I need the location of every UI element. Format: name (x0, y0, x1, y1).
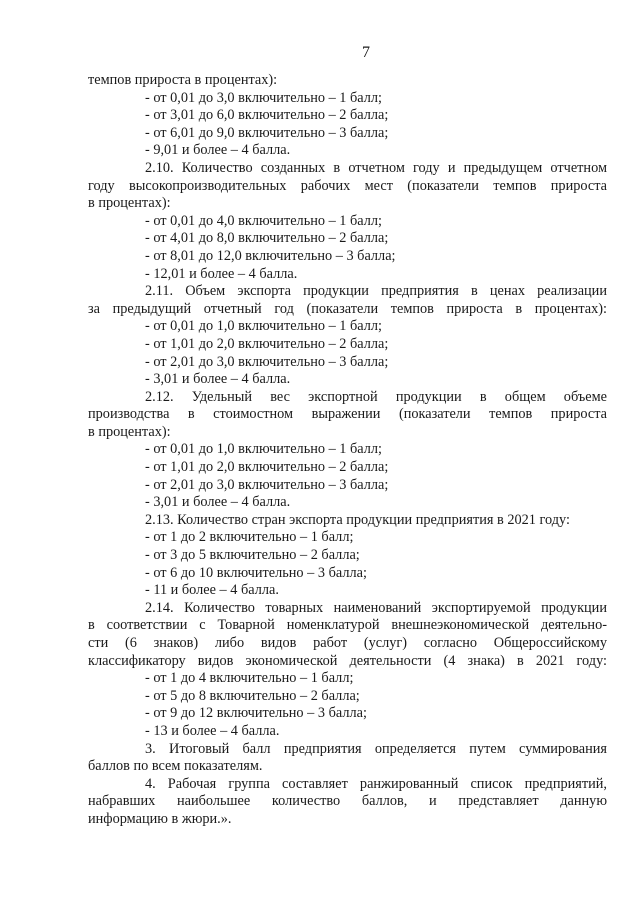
text-line: 2.13. Количество стран экспорта продукции предприятия в 2021 году: (145, 511, 570, 528)
text-line: - от 5 до 8 включительно – 2 балла; (145, 687, 360, 704)
text-line: - от 0,01 до 4,0 включительно – 1 балл; (145, 212, 383, 229)
text-line: - 3,01 и более – 4 балла. (145, 371, 291, 388)
text-line: - от 0,01 до 1,0 включительно – 1 балл; (145, 318, 383, 335)
text-line: - 11 и более – 4 балла. (145, 582, 279, 599)
document-body (88, 72, 607, 829)
text-line: - 3,01 и более – 4 балла. (145, 494, 291, 511)
text-line: в процентах): (88, 195, 171, 212)
text-line: за предыдущий отчетный год (показатели темпов прироста в процентах): (88, 300, 607, 317)
text-line: 2.10. Количество созданных в отчетном году и предыдущем отчетном (145, 159, 607, 176)
text-line: - от 3 до 5 включительно – 2 балла; (145, 547, 360, 564)
text-line: в процентах): (88, 423, 171, 440)
text-line: - 13 и более – 4 балла. (145, 722, 280, 739)
text-line: - от 0,01 до 3,0 включительно – 1 балл; (145, 89, 383, 106)
text-line: - от 0,01 до 1,0 включительно – 1 балл; (145, 441, 383, 458)
text-line: в соответствии с Товарной номенклатурой внешнеэкономической деятельно- (88, 617, 607, 634)
page-number: 7 (362, 44, 370, 61)
text-line: информацию в жюри.». (88, 810, 232, 827)
text-line: - от 4,01 до 8,0 включительно – 2 балла; (145, 230, 389, 247)
text-line: баллов по всем показателям. (88, 758, 263, 775)
text-line: - от 9 до 12 включительно – 3 балла; (145, 705, 367, 722)
text-line: - от 2,01 до 3,0 включительно – 3 балла; (145, 353, 389, 370)
text-line: 3. Итоговый балл предприятия определяется путем суммирования (145, 740, 607, 757)
text-line: - от 2,01 до 3,0 включительно – 3 балла; (145, 476, 389, 493)
text-line: 2.12. Удельный вес экспортной продукции в общем объеме (145, 388, 607, 405)
text-line: темпов прироста в процентах): (88, 72, 278, 88)
text-line: 4. Рабочая группа составляет ранжированный список предприятий, (145, 775, 607, 792)
text-line: производства в стоимостном выражении (показатели темпов прироста (88, 406, 607, 423)
text-line: - от 1,01 до 2,0 включительно – 2 балла; (145, 335, 389, 352)
text-line: сти (6 знаков) либо видов работ (услуг) согласно Общероссийскому (88, 635, 607, 651)
text-line: - от 6 до 10 включительно – 3 балла; (145, 564, 367, 581)
text-line: - 9,01 и более – 4 балла. (145, 142, 291, 159)
text-line: - от 8,01 до 12,0 включительно – 3 балла; (145, 247, 396, 264)
text-line: - от 1 до 4 включительно – 1 балл; (145, 670, 354, 687)
text-line: 2.14. Количество товарных наименований экспортируемой продукции (145, 599, 607, 616)
text-line: году высокопроизводительных рабочих мест (показатели темпов прироста (88, 177, 607, 194)
text-line: - 12,01 и более – 4 балла. (145, 265, 298, 282)
text-line: - от 1,01 до 2,0 включительно – 2 балла; (145, 459, 389, 476)
text-line: - от 1 до 2 включительно – 1 балл; (145, 529, 354, 546)
text-line: 2.11. Объем экспорта продукции предприятия в ценах реализации (145, 283, 607, 300)
text-line: - от 6,01 до 9,0 включительно – 3 балла; (145, 124, 389, 141)
text-line: - от 3,01 до 6,0 включительно – 2 балла; (145, 107, 389, 124)
text-line: классификатору видов экономической деятельности (4 знака) в 2021 году: (88, 652, 607, 669)
text-line: набравших наибольшее количество баллов, и представляет данную (88, 793, 607, 810)
